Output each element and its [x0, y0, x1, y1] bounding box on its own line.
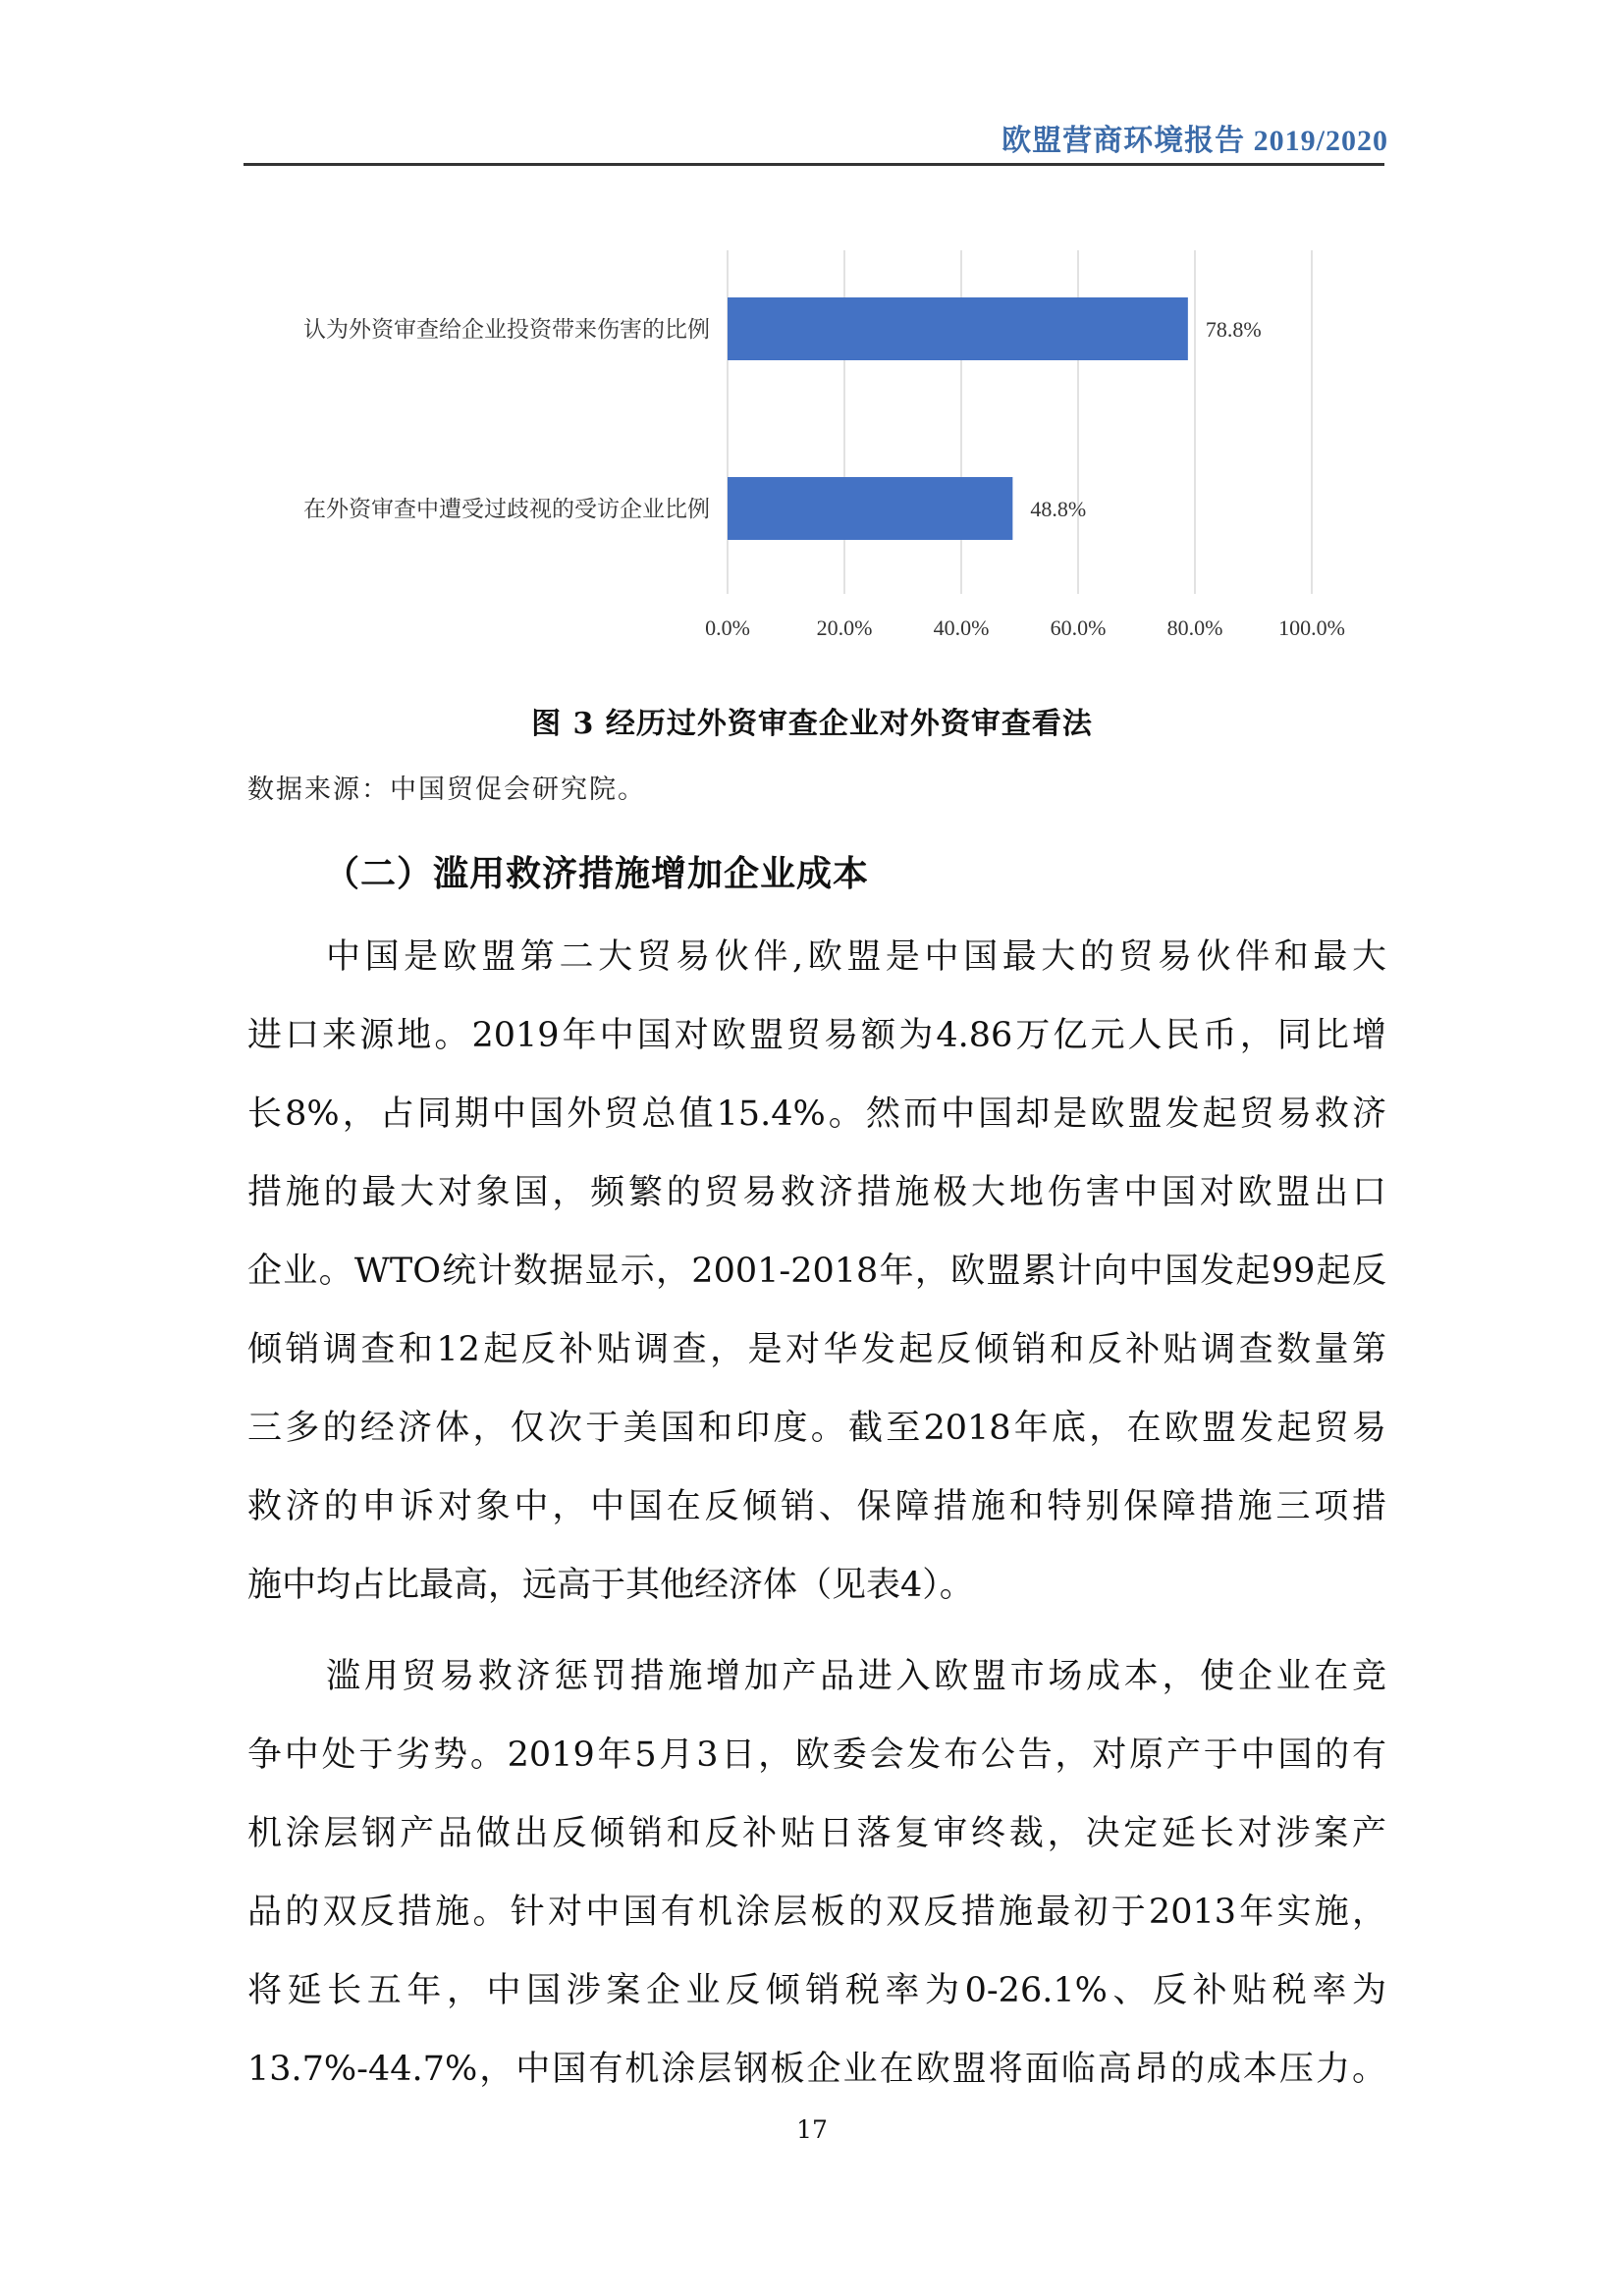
paragraph-line: 三多的经济体，仅次于美国和印度。截至2018年底，在欧盟发起贸易: [247, 1409, 1386, 1448]
page-number: 17: [796, 2115, 828, 2144]
x-tick-label: 40.0%: [933, 615, 990, 640]
paragraph-line: 将延长五年，中国涉案企业反倾销税率为0-26.1%、反补贴税率为: [247, 1971, 1386, 2010]
paragraph-1: [247, 918, 1386, 1625]
x-tick-label: 0.0%: [705, 615, 750, 640]
paragraph-line: 滥用贸易救济惩罚措施增加产品进入欧盟市场成本，使企业在竞: [326, 1657, 1386, 1696]
paragraph-line: 进口来源地。2019年中国对欧盟贸易额为4.86万亿元人民币，同比增: [247, 1016, 1386, 1055]
data-label: 78.8%: [1205, 317, 1262, 342]
paragraph-line: 长8%，占同期中国外贸总值15.4%。然而中国却是欧盟发起贸易救济: [247, 1095, 1386, 1134]
bar: [728, 297, 1188, 360]
x-tick-label: 60.0%: [1050, 615, 1107, 640]
paragraph-line: 机涂层钢产品做出反倾销和反补贴日落复审终裁，决定延长对涉案产: [247, 1814, 1386, 1853]
x-tick-label: 80.0%: [1166, 615, 1223, 640]
figure-caption: 图 3 经历过外资审查企业对外资审查看法: [531, 707, 1093, 741]
paragraph-line: 施中均占比最高，远高于其他经济体（见表4）。: [247, 1566, 974, 1605]
category-label: 在外资审查中遭受过歧视的受访企业比例: [303, 497, 710, 522]
section-heading: （二）滥用救济措施增加企业成本: [324, 854, 870, 894]
paragraph-line: 企业。WTO统计数据显示，2001-2018年，欧盟累计向中国发起99起反: [247, 1252, 1386, 1291]
paragraph-line: 救济的申诉对象中，中国在反倾销、保障措施和特别保障措施三项措: [247, 1487, 1386, 1526]
paragraph-line: 13.7%-44.7%，中国有机涂层钢板企业在欧盟将面临高昂的成本压力。: [247, 2050, 1386, 2089]
x-tick-label: 20.0%: [816, 615, 873, 640]
bar-chart: [0, 0, 1624, 687]
category-label: 认为外资审查给企业投资带来伤害的比例: [303, 317, 710, 343]
data-source-note: 数据来源：中国贸促会研究院。: [247, 774, 646, 805]
paragraph-line: 争中处于劣势。2019年5月3日，欧委会发布公告，对原产于中国的有: [247, 1735, 1386, 1775]
paragraph-line: 倾销调查和12起反补贴调查，是对华发起反倾销和反补贴调查数量第: [247, 1330, 1386, 1369]
paragraph-2: [247, 1637, 1386, 2109]
paragraph-line: 中国是欧盟第二大贸易伙伴,欧盟是中国最大的贸易伙伴和最大: [326, 937, 1386, 977]
data-label: 48.8%: [1030, 497, 1087, 521]
bar: [728, 477, 1012, 540]
x-tick-label: 100.0%: [1278, 615, 1345, 640]
paragraph-line: 措施的最大对象国，频繁的贸易救济措施极大地伤害中国对欧盟出口: [247, 1173, 1386, 1212]
paragraph-line: 品的双反措施。针对中国有机涂层板的双反措施最初于2013年实施，: [247, 1893, 1386, 1932]
report-header-title: 欧盟营商环境报告 2019/2020: [1001, 125, 1388, 157]
